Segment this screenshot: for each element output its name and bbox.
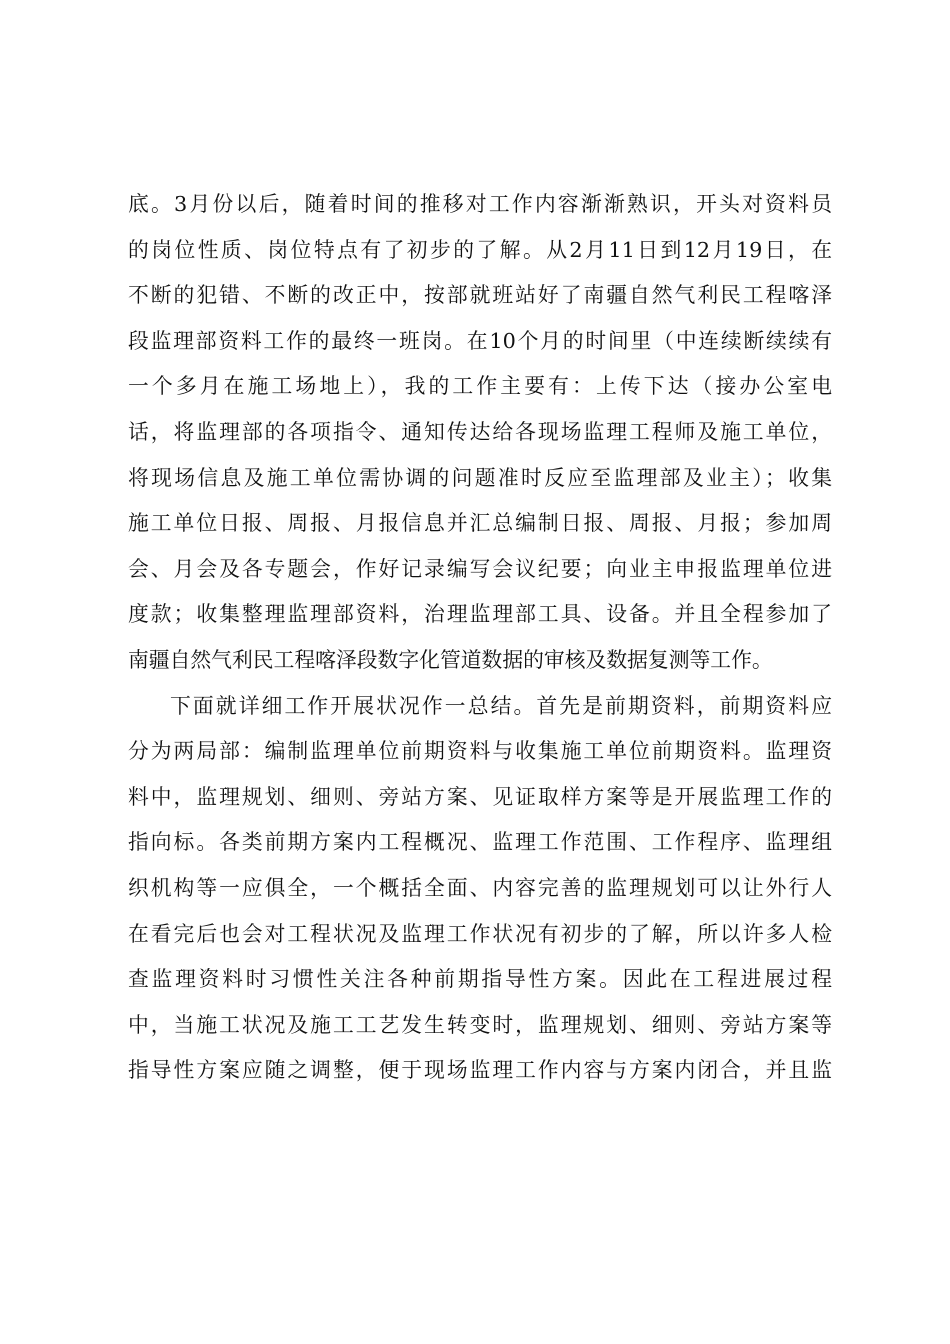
p2-line-6: 在看完后也会对工程状况及监理工作状况有初步的了解，所以许多人检 [128, 921, 832, 946]
p1-line-8: 施工单位日报、周报、月报信息并汇总编制日报、周报、月报；参加周 [128, 511, 832, 536]
p2-line-7: 查监理资料时习惯性关注各种前期指导性方案。因此在工程进展过程 [128, 967, 832, 992]
p1-line-10: 度款；收集整理监理部资料，治理监理部工具、设备。并且全程参加了 [128, 602, 832, 627]
body-text [128, 182, 832, 1094]
p1-line-11: 南疆自然气利民工程喀泽段数字化管道数据的审核及数据复测等工作。 [128, 647, 773, 672]
p1-line-7: 将现场信息及施工单位需协调的问题准时反应至监理部及业主）；收集 [128, 465, 832, 490]
p1-line-3: 不断的犯错、不断的改正中，按部就班站好了南疆自然气利民工程喀泽 [128, 283, 832, 308]
p2-line-2: 分为两局部：编制监理单位前期资料与收集施工单位前期资料。监理资 [128, 739, 832, 764]
p2-line-3: 料中，监理规划、细则、旁站方案、见证取样方案等是开展监理工作的 [128, 784, 832, 809]
p1-line-5: 一个多月在施工场地上），我的工作主要有：上传下达（接办公室电 [128, 374, 832, 399]
p1-line-2: 的岗位性质、岗位特点有了初步的了解。从2月11日到12月19日，在 [128, 237, 832, 262]
p2-line-9: 指导性方案应随之调整，便于现场监理工作内容与方案内闭合，并且监 [128, 1058, 832, 1083]
p2-line-1: 下面就详细工作开展状况作一总结。首先是前期资料，前期资料应 [170, 693, 832, 718]
p2-line-8: 中，当施工状况及施工工艺发生转变时，监理规划、细则、旁站方案等 [128, 1012, 832, 1037]
p1-line-1: 底。3月份以后，随着时间的推移对工作内容渐渐熟识，开头对资料员 [128, 192, 832, 216]
p1-line-6: 话，将监理部的各项指令、通知传达给各现场监理工程师及施工单位， [128, 419, 832, 444]
p2-line-5: 织机构等一应俱全，一个概括全面、内容完善的监理规划可以让外行人 [128, 875, 832, 900]
p2-line-4: 指向标。各类前期方案内工程概况、监理工作范围、工作程序、监理组 [128, 830, 832, 855]
p1-line-9: 会、月会及各专题会，作好记录编写会议纪要；向业主申报监理单位进 [128, 556, 832, 581]
p1-line-4: 段监理部资料工作的最终一班岗。在10个月的时间里（中连续断续续有 [128, 328, 832, 353]
